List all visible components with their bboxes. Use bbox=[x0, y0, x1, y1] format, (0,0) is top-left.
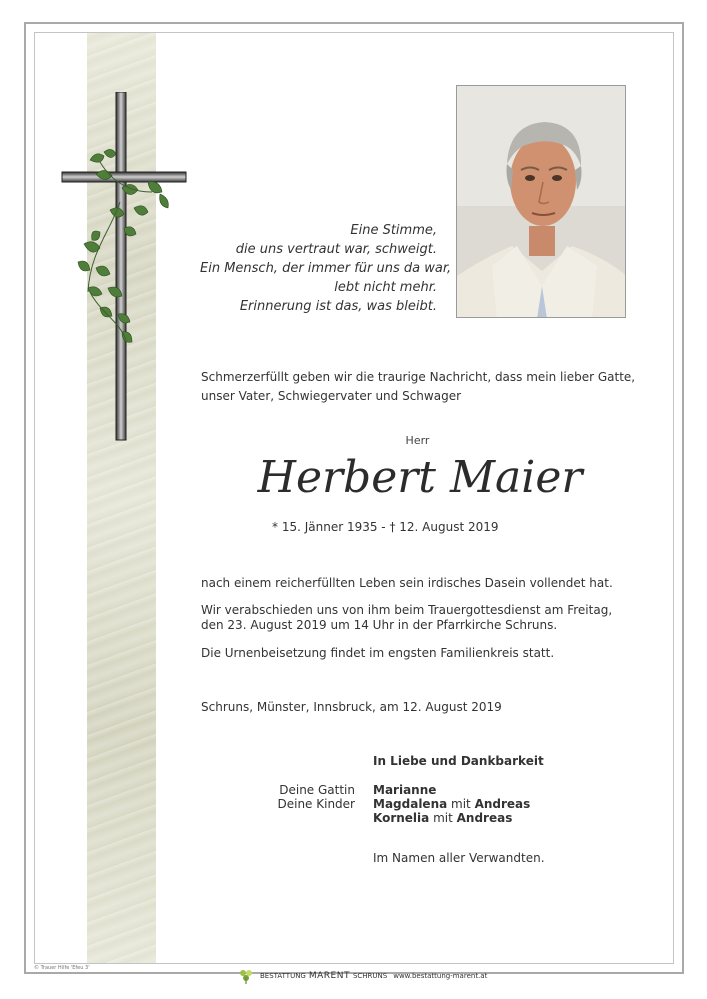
child-1 bbox=[373, 797, 530, 811]
child-1-partner: Andreas bbox=[474, 797, 531, 811]
intro-line: Schmerzerfüllt geben wir die traurige Nachricht, dass mein lieber Gatte, bbox=[201, 370, 636, 384]
portrait-photo bbox=[456, 85, 626, 318]
gattin-name: Marianne bbox=[373, 783, 437, 797]
brand-location: SCHRUNS bbox=[352, 972, 388, 980]
poem-line: Erinnerung ist das, was bleibt. bbox=[239, 299, 437, 314]
poem-line: Eine Stimme, bbox=[350, 223, 437, 238]
child-1-name: Magdalena bbox=[373, 797, 448, 811]
brand-name: MARENT bbox=[308, 971, 350, 981]
paragraph-service-1: Wir verabschieden uns von ihm beim Trauergottesdienst am Freitag, bbox=[201, 603, 613, 617]
copyright: © Trauer Hilfe 'Efeu 3' bbox=[34, 965, 90, 971]
child-2-partner: Andreas bbox=[456, 811, 513, 825]
paragraph-burial: Die Urnenbeisetzung findet im engsten Familienkreis statt. bbox=[201, 646, 555, 660]
gattin-label: Deine Gattin bbox=[279, 783, 355, 797]
closing-line: Im Namen aller Verwandten. bbox=[373, 851, 545, 865]
poem-line: lebt nicht mehr. bbox=[334, 280, 437, 295]
intro-line: unser Vater, Schwiegervater und Schwager bbox=[201, 389, 462, 403]
child-2-connector: mit bbox=[429, 811, 457, 825]
honorific: Herr bbox=[405, 434, 430, 447]
intro-text bbox=[201, 368, 636, 406]
mourners-heading: In Liebe und Dankbarkeit bbox=[373, 754, 544, 768]
deceased-name: Herbert Maier bbox=[257, 452, 583, 503]
footer bbox=[238, 967, 487, 985]
cross-with-ivy-icon bbox=[60, 92, 190, 442]
poem-line: Ein Mensch, der immer für uns da war, bbox=[200, 261, 452, 276]
poem bbox=[200, 221, 452, 316]
bestattung-logo-icon bbox=[238, 968, 254, 984]
brand-prefix: BESTATTUNG bbox=[260, 972, 306, 980]
child-2-name: Kornelia bbox=[373, 811, 430, 825]
place-date: Schruns, Münster, Innsbruck, am 12. August 2019 bbox=[201, 700, 502, 714]
paragraph-life: nach einem reicherfüllten Leben sein irdisches Dasein vollendet hat. bbox=[201, 576, 613, 590]
poem-line: die uns vertraut war, schweigt. bbox=[235, 242, 437, 257]
kinder-label: Deine Kinder bbox=[277, 797, 355, 811]
life-dates: * 15. Jänner 1935 - † 12. August 2019 bbox=[272, 520, 499, 534]
child-1-connector: mit bbox=[447, 797, 475, 811]
brand-url[interactable]: www.bestattung-marent.at bbox=[393, 972, 488, 980]
paragraph-service-2: den 23. August 2019 um 14 Uhr in der Pfarrkirche Schruns. bbox=[201, 618, 558, 632]
child-2 bbox=[373, 811, 512, 825]
